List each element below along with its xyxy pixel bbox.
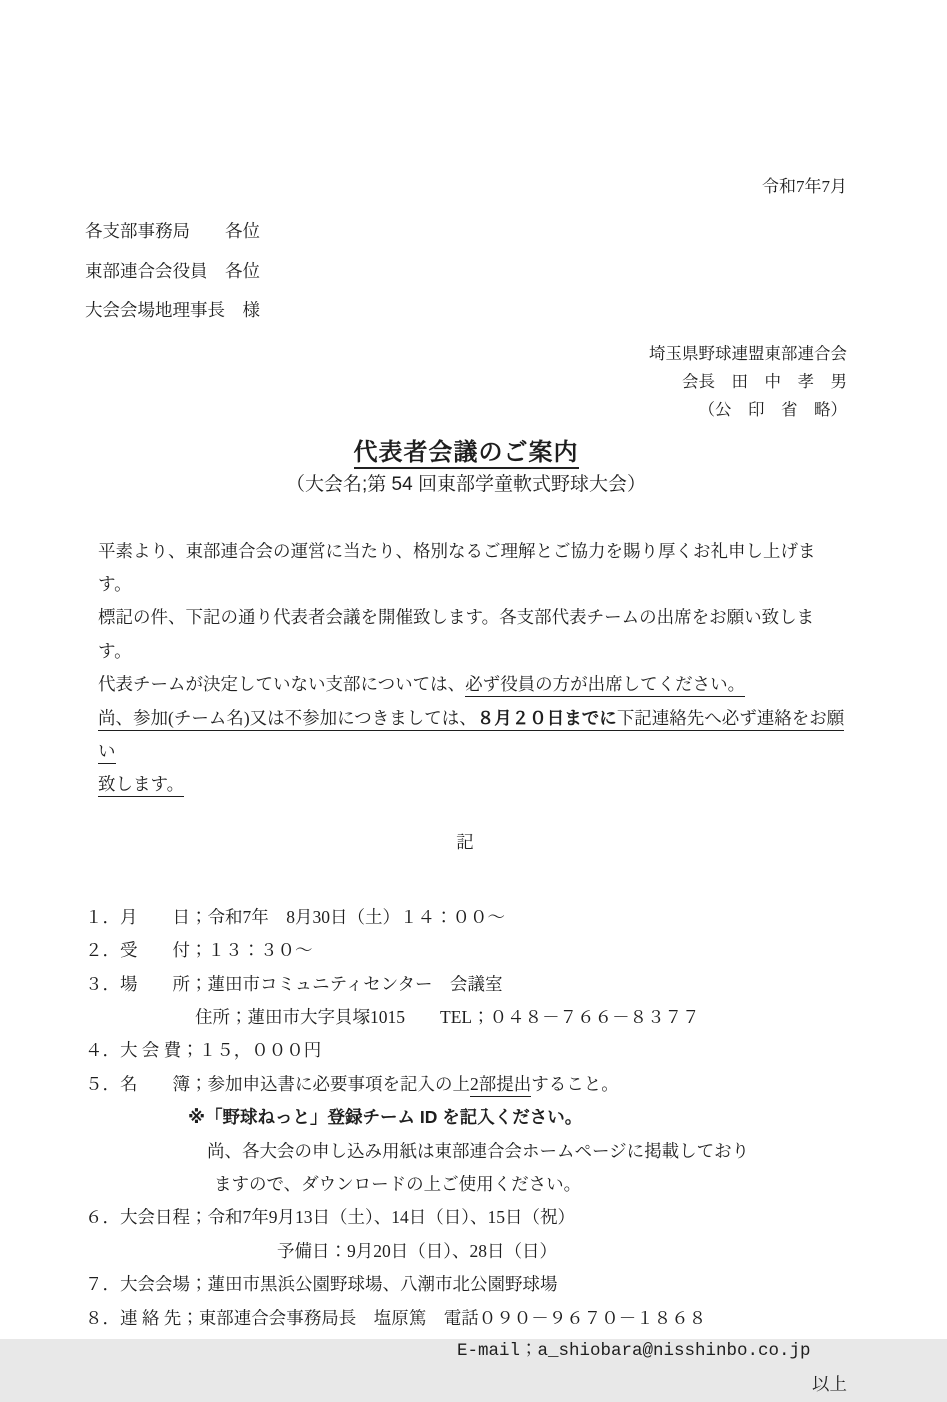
body-greeting-line: 平素より、東部連合会の運営に当たり、格別なるご理解とご協力を賜り厚くお礼申し上げます。: [98, 540, 816, 594]
item-roster-form-note: 尚、各大会の申し込み用紙は東部連合会ホームページに掲載しており: [207, 1140, 750, 1161]
item-reception: ２．受 付；１３：３０～: [85, 940, 313, 961]
item-fee: ４．大 会 費；１５，０００円: [85, 1040, 322, 1061]
item-roster-team-id-note: ※「野球ねっと」登録チーム ID を記入ください。: [188, 1107, 583, 1128]
body-paragraphs: [85, 535, 847, 802]
recipient-venue-director: 大会会場地理事長 様: [85, 300, 260, 320]
item-roster-copies-underlined: 2部提出: [470, 1074, 531, 1097]
document-date: 令和7年7月: [762, 177, 847, 196]
recipient-block: [85, 212, 847, 331]
item-date: １．月 日；令和7年 8月30日（土）１４：００～: [85, 906, 505, 927]
sender-organization: 埼玉県野球連盟東部連合会: [649, 343, 847, 363]
record-marker: 記: [456, 831, 476, 852]
body-deadline-continuation: [98, 768, 847, 801]
sender-block: [85, 340, 847, 424]
sender-president-name: 会長 田 中 孝 男: [682, 371, 847, 391]
item-tournament-schedule: ６．大会日程；令和7年9月13日（土）、14日（日）、15日（祝）: [85, 1207, 575, 1228]
item-reserve-dates: 予備日：9月20日（日）、28日（日）: [277, 1240, 557, 1261]
item-roster-pre: ５．名 簿；参加申込書に必要事項を記入の上: [85, 1073, 470, 1094]
closing-marker: 以上: [812, 1374, 847, 1395]
body-purpose-line: 標記の件、下記の通り代表者会議を開催致します。各支部代表チームの出席をお願い致します。: [98, 607, 815, 661]
detail-items-list: [85, 901, 847, 1369]
recipient-federation-officers: 東部連合会役員 各位: [85, 260, 260, 281]
document-subtitle: （大会名;第 54 回東部学童軟式野球大会）: [286, 473, 646, 495]
item-venue-address: 住所；蓮田市大字貝塚1015 TEL；０４８－７６６－８３７７: [195, 1006, 700, 1027]
document-title-text: 代表者会議のご案内: [354, 439, 579, 469]
item-roster-post: すること。: [531, 1073, 619, 1094]
recipient-branch-offices: 各支部事務局 各位: [85, 221, 260, 241]
sender-seal-omitted-note: （公 印 省 略）: [698, 399, 847, 419]
body-attendance-underlined: 必ず役員の方が出席してください。: [465, 674, 745, 697]
body-deadline-date-bold: ８月２０日までに: [477, 708, 617, 731]
body-attendance-line: [98, 668, 847, 701]
item-tournament-venues: ７．大会会場；蓮田市黒浜公園野球場、八潮市北公園野球場: [85, 1274, 558, 1295]
item-roster: [85, 1068, 847, 1101]
body-deadline-post: 下記連絡先へ必ず連絡をお願い: [98, 708, 844, 764]
body-deadline-line: [98, 702, 847, 769]
body-deadline-continuation-text: 致します。: [98, 774, 184, 797]
body-attendance-plain: 代表チームが決定していない支部については、: [98, 674, 466, 695]
body-deadline-pre: 尚、参加(チーム名)又は不参加につきましては、: [98, 708, 477, 731]
item-contact: ８．連 絡 先；東部連合会事務局長 塩原篤 電話０９０－９６７０－１８６８: [85, 1307, 707, 1328]
document-title: [85, 438, 847, 468]
item-venue: ３．場 所；蓮田市コミュニティセンター 会議室: [85, 973, 503, 994]
item-contact-email: E-mail；a_shiobara@nisshinbo.co.jp: [457, 1341, 811, 1362]
item-roster-form-note-continuation: ますので、ダウンロードの上ご使用ください。: [214, 1174, 582, 1194]
